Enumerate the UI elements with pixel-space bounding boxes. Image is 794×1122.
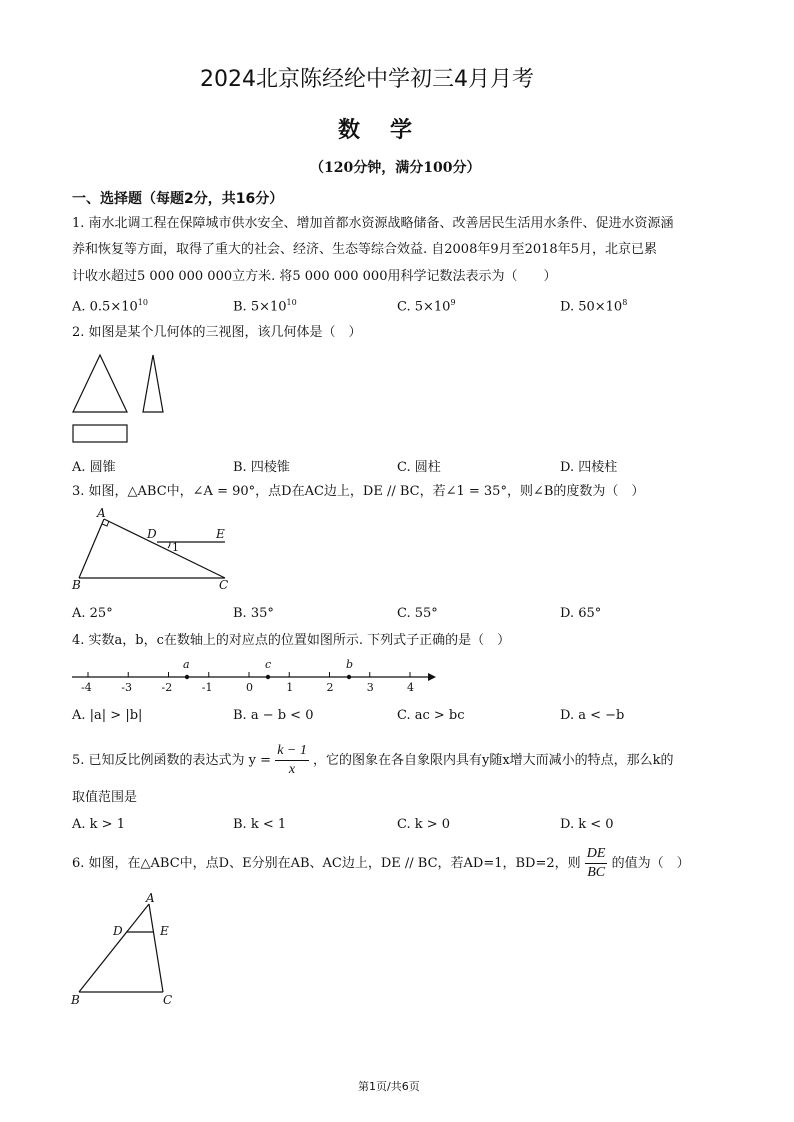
q6-label-b: B — [71, 993, 80, 1007]
tick-label: 4 — [407, 681, 414, 694]
q2-option-c: C. 圆柱 — [397, 460, 441, 475]
q3-option-a: A. 25° — [72, 606, 113, 621]
tick-label: -3 — [121, 681, 132, 694]
q6-stem: 6. 如图，在△ABC中，点D、E分别在AB、AC边上，DE // BC，若AD=1，BD=2，则 $\frac{DE}{BC}$ 的值为（ ） — [72, 846, 690, 880]
q5-line2: 取值范围是 — [72, 790, 138, 805]
q2-option-d: D. 四棱柱 — [560, 460, 618, 475]
q1-option-a: A. $0.5\times 10^{10}$ — [72, 298, 148, 315]
tick-label: 2 — [326, 681, 334, 694]
q3-stem: 3. 如图，△ABC中，∠A = 90°，点D在AC边上，DE // BC，若∠1 = 35°，则∠B的度数为（ ） — [72, 484, 645, 499]
q6-fraction: $\frac{DE}{BC}$ — [586, 846, 606, 880]
q5-option-b: B. k < 1 — [233, 817, 287, 832]
q4-stem: 4. 实数a，b，c在数轴上的对应点的位置如图所示. 下列式子正确的是（ ） — [72, 633, 511, 648]
tick-label: 0 — [246, 681, 253, 694]
q4-option-d: D. a < −b — [560, 708, 625, 723]
q2-option-a: A. 圆锥 — [72, 460, 116, 475]
q3-option-c: C. 55° — [397, 606, 438, 621]
q3-label-e: E — [216, 527, 225, 541]
tick-label: 3 — [366, 681, 374, 694]
q2-option-b: B. 四棱锥 — [233, 460, 290, 475]
q5-fraction: $\frac{k - 1}{x}$ — [277, 743, 307, 777]
q1-option-c: C. $5\times 10^9$ — [397, 298, 456, 315]
subject-title: 数学 — [338, 118, 443, 143]
page-title: 2024北京陈经纶中学初三4月月考 — [200, 67, 534, 92]
tick-label: -2 — [161, 681, 173, 694]
q3-label-b: B — [72, 578, 81, 592]
q5-option-a: A. k > 1 — [72, 817, 125, 832]
q6-label-a: A — [146, 891, 155, 905]
q1-option-d: D. $50\times 10^8$ — [560, 298, 628, 315]
q1-line1: 1. 南水北调工程在保障城市供水安全、增加首都水资源战略储备、改善居民生活用水条件、促进水资源涵 — [72, 216, 674, 231]
q3-option-b: B. 35° — [233, 606, 274, 621]
q3-label-c: C — [219, 578, 229, 592]
q3-label-d: D — [147, 527, 157, 541]
q6-label-e: E — [160, 924, 169, 938]
q4-point-c-label: c — [265, 658, 272, 671]
q6-label-c: C — [163, 993, 173, 1007]
q1-line2: 养和恢复等方面，取得了重大的社会、经济、生态等综合效益. 自2008年9月至2018年5月，北京已累 — [72, 242, 657, 257]
q3-option-d: D. 65° — [560, 606, 602, 621]
q6-label-d: D — [113, 924, 123, 938]
tick-label: -1 — [201, 681, 213, 694]
q1-line3: 计收水超过5 000 000 000立方米. 将5 000 000 000用科学记数法表示为（ ） — [72, 269, 557, 284]
q4-option-b: B. a − b < 0 — [233, 708, 314, 723]
q1-option-b: B. $5\times 10^{10}$ — [233, 298, 297, 315]
exam-note: （120分钟，满分100分） — [310, 160, 481, 176]
q5-option-d: D. k < 0 — [560, 817, 614, 832]
q4-option-a: A. |a| > |b| — [72, 708, 143, 723]
tick-label: -4 — [81, 681, 92, 694]
page-number: 第1页/共6页 — [358, 1080, 420, 1093]
q3-label-a: A — [97, 506, 106, 520]
q4-point-b-label: b — [346, 658, 354, 671]
tick-label: 1 — [286, 681, 294, 694]
q5-stem: 5. 已知反比例函数的表达式为 y = $\frac{k - 1}{x}$ ，它的图象在各自象限内具有y随x增大而减小的特点，那么k的 — [72, 743, 674, 777]
q2-stem: 2. 如图是某个几何体的三视图，该几何体是（ ） — [72, 325, 362, 340]
q3-label-angle1: 1 — [172, 541, 179, 554]
q4-option-c: C. ac > bc — [397, 708, 465, 723]
q5-option-c: C. k > 0 — [397, 817, 451, 832]
section-heading: 一、选择题（每题2分，共16分） — [72, 191, 284, 207]
q4-point-a-label: a — [183, 658, 190, 671]
